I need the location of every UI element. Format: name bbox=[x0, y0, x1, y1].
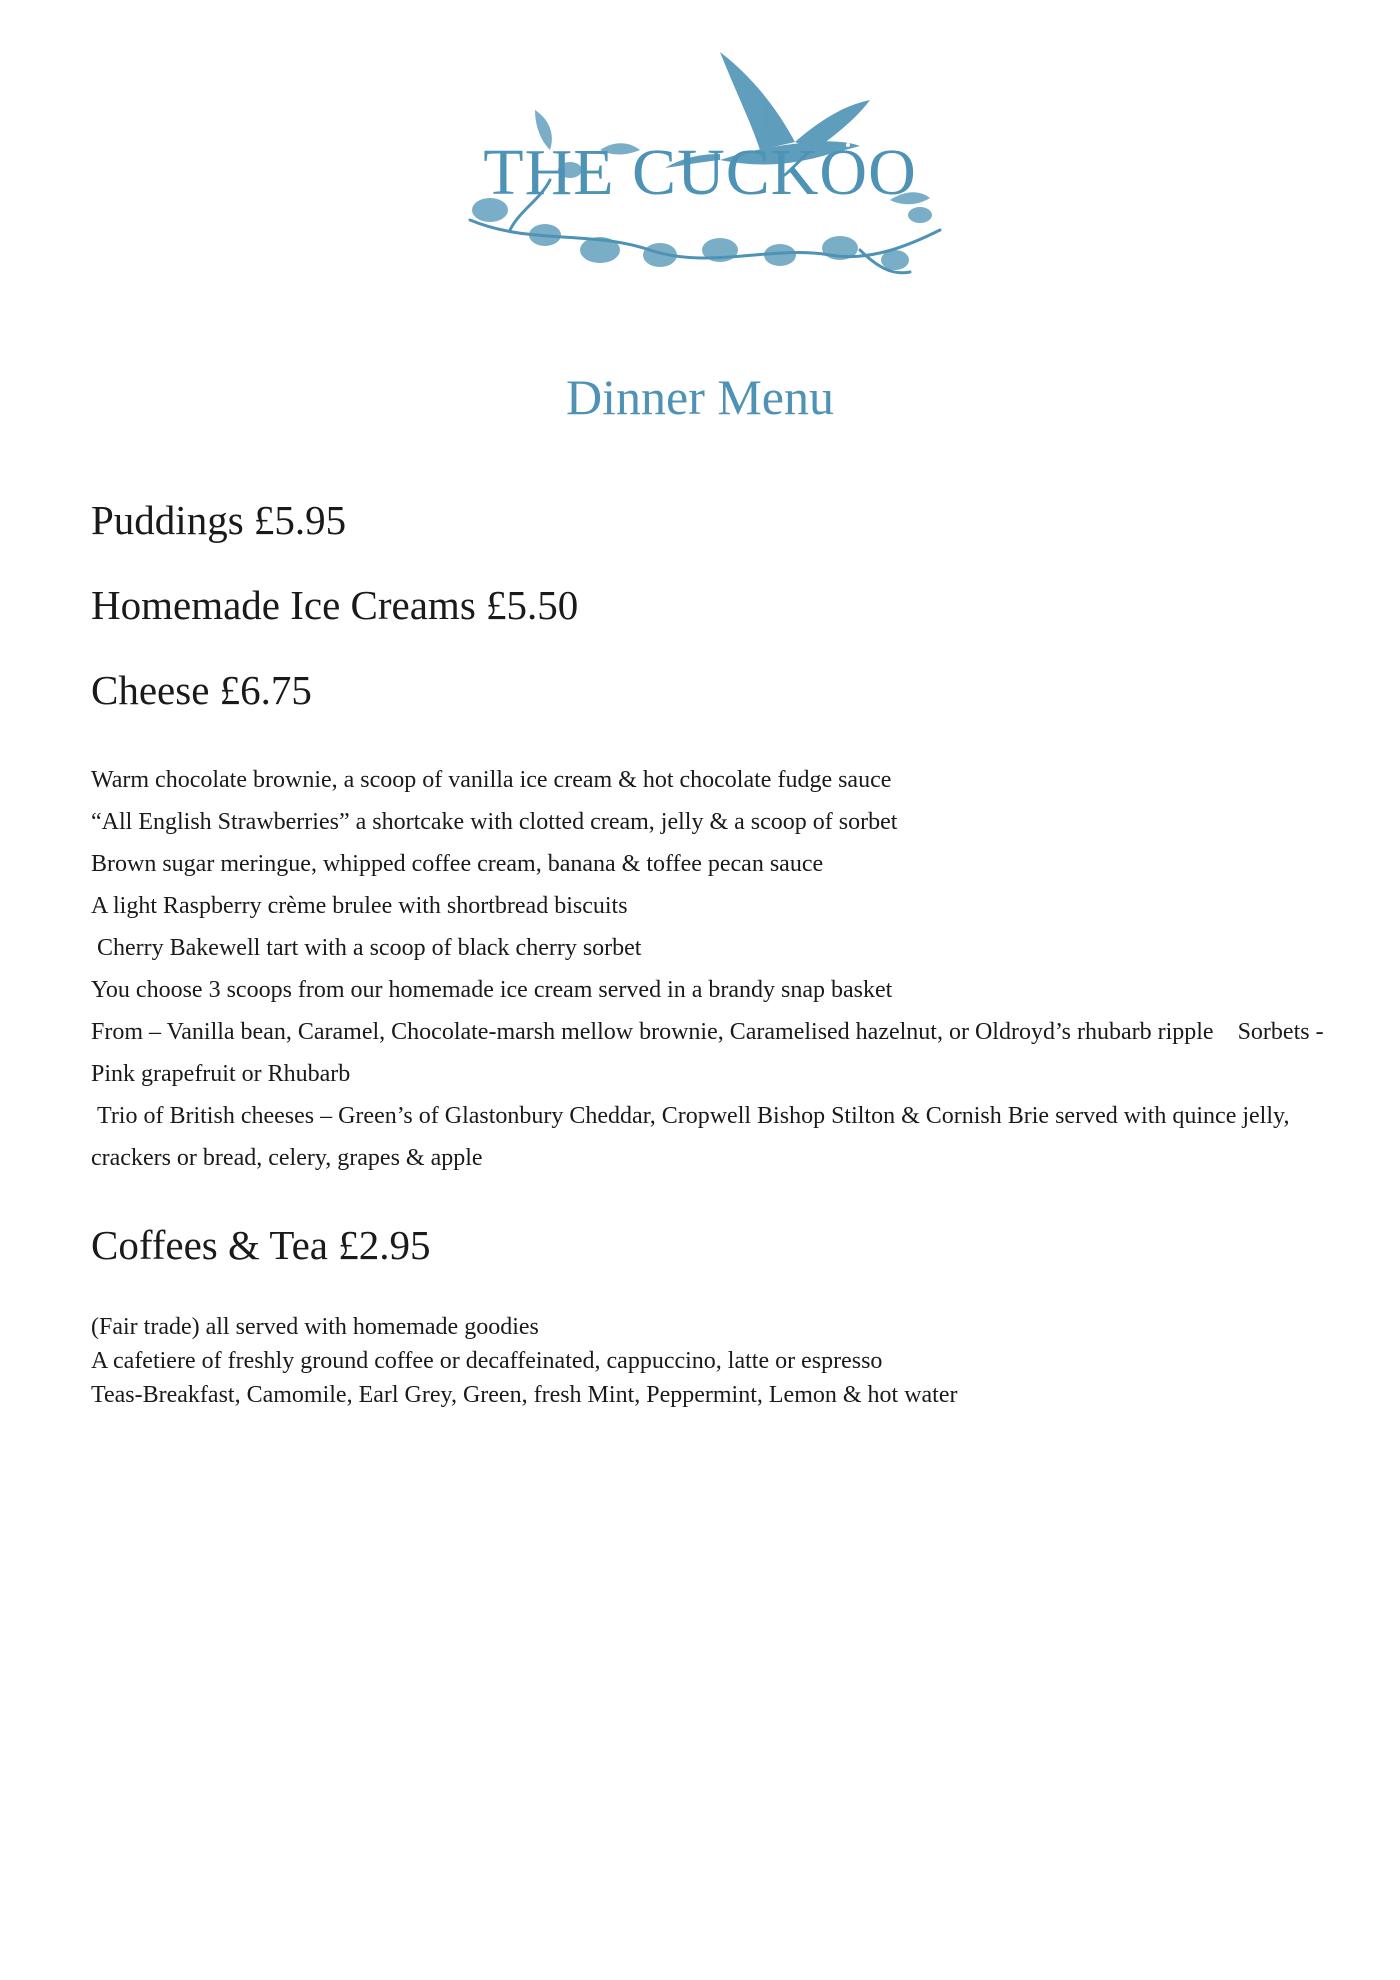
section-heading-cheese: Cheese £6.75 bbox=[91, 667, 312, 713]
list-item: A light Raspberry crème brulee with shortbread biscuits bbox=[91, 893, 628, 919]
list-item: Teas-Breakfast, Camomile, Earl Grey, Green, fresh Mint, Peppermint, Lemon & hot water bbox=[91, 1382, 958, 1408]
list-item: From – Vanilla bean, Caramel, Chocolate-marsh mellow brownie, Caramelised hazelnut, or Oldroyd’s rhubarb ripple Sorbets - Pink grapefruit or Rhubarb bbox=[91, 1019, 1330, 1087]
list-item: A cafetiere of freshly ground coffee or decaffeinated, cappuccino, latte or espresso bbox=[91, 1348, 883, 1374]
section-heading-ice-creams: Homemade Ice Creams £5.50 bbox=[91, 582, 579, 628]
menu-content bbox=[91, 497, 1331, 1412]
list-item: “All English Strawberries” a shortcake with clotted cream, jelly & a scoop of sorbet bbox=[91, 809, 898, 835]
list-item: Warm chocolate brownie, a scoop of vanilla ice cream & hot chocolate fudge sauce bbox=[91, 767, 892, 793]
list-item: You choose 3 scoops from our homemade ice cream served in a brandy snap basket bbox=[91, 977, 893, 1003]
section-heading-puddings: Puddings £5.95 bbox=[91, 497, 347, 543]
page-title: Dinner Menu bbox=[566, 369, 834, 425]
dessert-list bbox=[91, 759, 1331, 1179]
list-item: Brown sugar meringue, whipped coffee cream, banana & toffee pecan sauce bbox=[91, 851, 824, 877]
section-heading-coffee: Coffees & Tea £2.95 bbox=[91, 1222, 431, 1268]
list-item: (Fair trade) all served with homemade goodies bbox=[91, 1314, 539, 1340]
restaurant-logo bbox=[450, 50, 950, 290]
logo-wordmark: THE CUCKOO bbox=[483, 136, 917, 209]
list-item: Trio of British cheeses – Green’s of Glastonbury Cheddar, Cropwell Bishop Stilton & Cornish Brie served with quince jelly, crackers or bread, celery, grapes & apple bbox=[91, 1103, 1296, 1171]
list-item: Cherry Bakewell tart with a scoop of black cherry sorbet bbox=[91, 935, 642, 961]
coffee-list bbox=[91, 1310, 1331, 1412]
